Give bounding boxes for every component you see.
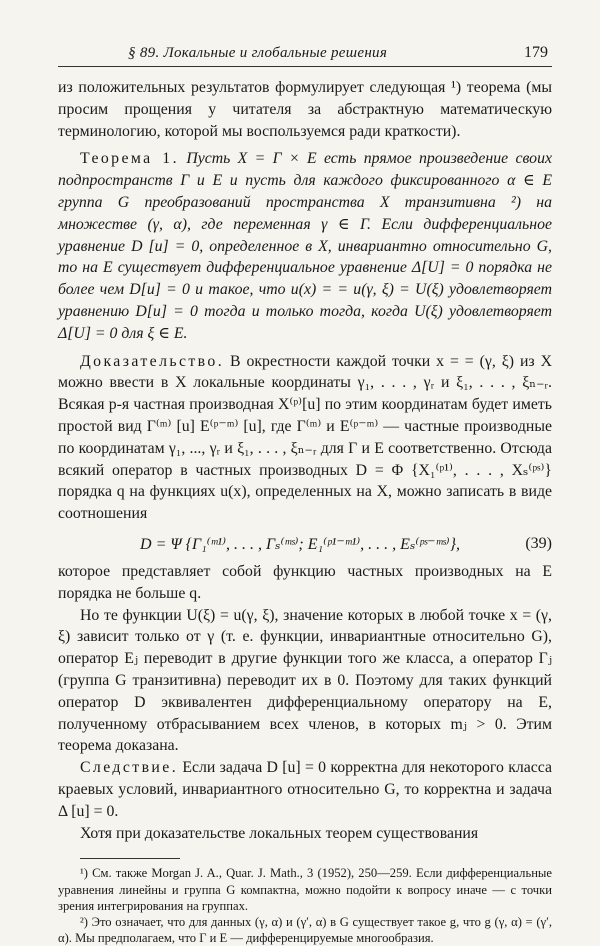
- proof-text: В окрестности каждой точки x = = (γ, ξ) из X можно ввести в X локальные координаты γ₁, . . . , γᵣ и ξ₁, . . . , ξₙ₋ᵣ. Всякая p-я частная производная X⁽ᵖ⁾[u] по этим координатам будет иметь простой вид Γ⁽ᵐ⁾ [u] E⁽ᵖ⁻ᵐ⁾ [u], где Γ⁽ᵐ⁾ и E⁽ᵖ⁻ᵐ⁾ — частные производные по координатам γ₁, ..., γᵣ и ξ₁, . . . , ξₙ₋ᵣ для Γ и E соответственно. Отсюда всякий оператор в частных производных D = Φ {X₁⁽ᵖ¹⁾, . . . , Xₛ⁽ᵖˢ⁾} порядка q на функциях u(x), определенных на X, можно записать в виде соотношения: [58, 352, 552, 523]
- proof-label: Доказательство.: [80, 352, 225, 370]
- theorem-paragraph: [58, 148, 552, 344]
- corollary-text: Если задача D [u] = 0 корректна для некоторого класса краевых условий, инвариантного относительно G, то корректна и задача Δ [u] = 0.: [58, 759, 552, 820]
- intro-paragraph: из положительных результатов формулирует следующая ¹) теорема (мы просим прощения у читателя за абстрактную математическую терминологию, которой мы воспользуемся ради краткости).: [58, 79, 552, 140]
- footnotes: [58, 865, 552, 946]
- page-number: 179: [524, 44, 548, 61]
- running-head: [58, 42, 552, 67]
- theorem-label: Теорема 1.: [80, 150, 179, 168]
- paragraph-3: Хотя при доказательстве локальных теорем существования: [80, 824, 479, 842]
- footnote-1: ¹) См. также Morgan J. A., Quar. J. Math., 3 (1952), 250—259. Если дифференциальные уравнения линейны и группа G компактна, можно подойти к вопросу иначе — с точки зрения интегрирования на группах.: [58, 866, 552, 913]
- formula-expression: D = Ψ {Γ₁⁽ᵐ¹⁾, . . . , Γₛ⁽ᵐˢ⁾; E₁⁽ᵖ¹⁻ᵐ¹⁾, . . . , Eₛ⁽ᵖˢ⁻ᵐˢ⁾},: [140, 535, 460, 553]
- formula-number: (39): [525, 534, 552, 552]
- paragraph-2: Но те функции U(ξ) = u(γ, ξ), значение которых в любой точке x = (γ, ξ) зависит только от γ (т. е. функции, инвариантные относительно G), оператор Eⱼ переводит в другие функции того же класса, а оператор Γⱼ (группа G транзитивна) переводит их в 0. Поэтому для таких функций оператор D эквивалентен дифференциальному оператору на E, полученному отбрасыванием всех членов, в которых mⱼ > 0. Этим теорема доказана.: [58, 606, 552, 755]
- footnote-2: ²) Это означает, что для данных (γ, α) и (γ′, α) в G существует такое g, что g (γ, α) = (γ′, α). Мы предполагаем, что Γ и E — дифференцируемые многообразия.: [58, 914, 552, 946]
- footnote-rule: [80, 858, 180, 859]
- formula-39: [58, 529, 552, 559]
- corollary-label: Следствие.: [80, 759, 179, 777]
- after-formula-paragraph: которое представляет собой функцию частных производных на E порядка не больше q.: [58, 562, 552, 602]
- corollary-paragraph: [58, 757, 552, 822]
- running-title: § 89. Локальные и глобальные решения: [128, 45, 388, 61]
- proof-paragraph: [58, 351, 552, 525]
- theorem-text: Пусть X = Γ × E есть прямое произведение своих подпространств Γ и E и пусть для каждого фиксированного α ∈ E группа G преобразований пространства X транзитивна ²) на множестве (γ, α), где переменная γ ∈ Γ. Если дифференциальное уравнение D [u] = 0, определенное в X, инвариантно относительно G, то на E существует дифференциальное уравнение Δ[U] = 0 порядка не более чем D[u] = 0 и такое, что u(x) = = u(γ, ξ) = U(ξ) удовлетворяет уравнению D[u] = 0 тогда и только тогда, когда U(ξ) удовлетворяет Δ[U] = 0 для ξ ∈ E.: [58, 150, 552, 342]
